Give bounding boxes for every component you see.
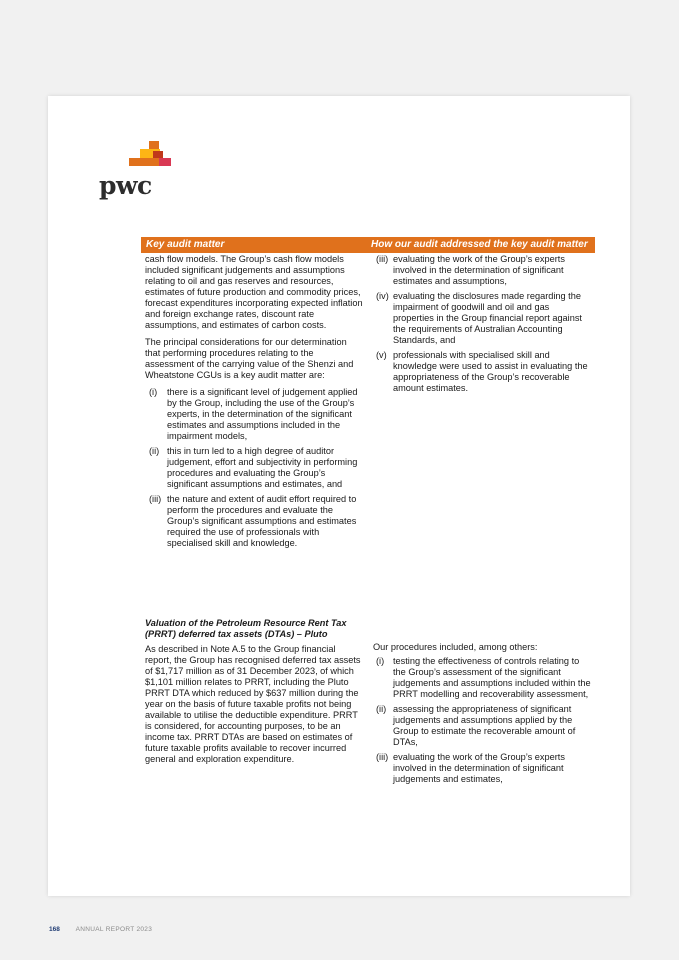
logo-wordmark: pwc — [99, 171, 152, 200]
audit-response-column-2 — [373, 642, 591, 789]
logo-square-red — [159, 158, 171, 166]
list-text: evaluating the work of the Group’s experts involved in the determination of significant judgements and estimates, — [393, 752, 565, 784]
list-text: there is a significant level of judgement applied by the Group, including the use of the Group’s experts, in the determination of the significant estimates and assumptions included in the impairment models, — [167, 387, 358, 441]
kam-paragraph: The principal considerations for our determination that performing procedures relating to the assessment of the carrying value of the Shenzi and Wheatstone CGUs is a key audit matter are: — [145, 337, 354, 380]
list-item — [373, 704, 591, 748]
list-item — [373, 254, 591, 287]
header-key-audit-matter: Key audit matter — [146, 239, 225, 250]
list-item — [145, 387, 363, 442]
kam-paragraph: As described in Note A.5 to the Group financial report, the Group has recognised deferred tax assets of $1,717 million as of 31 December 2023, of which $1,101 million relates to PRRT, including the Pluto PRRT DTA which reduced by $637 million during the year on the basis of future taxable profits not being available to utilise the deductible expenditure. PRRT is considered, for accounting purposes, to be an income tax. PRRT DTAs are based on estimates of future taxable profits available to recover incurred general and exploration expenditure. — [145, 644, 361, 764]
list-item — [373, 350, 591, 394]
list-number: (iv) — [376, 291, 389, 301]
procedures-intro: Our procedures included, among others: — [373, 642, 538, 652]
page-footer — [49, 926, 152, 933]
list-number: (i) — [149, 387, 158, 397]
list-text: evaluating the disclosures made regarding the impairment of goodwill and oil and gas properties in the Group financial report against the requirements of Australian Accounting Standards, and — [393, 291, 582, 345]
page-number: 168 — [49, 926, 60, 933]
kam-left-column-2 — [145, 618, 363, 771]
list-text: this in turn led to a high degree of auditor judgement, effort and subjectivity in performing procedures and evaluating the Group’s significant assumptions and estimates, and — [167, 446, 358, 489]
list-text: evaluating the work of the Group’s experts involved in the determination of significant estimates and assumptions, — [393, 254, 565, 286]
list-number: (iii) — [376, 254, 389, 264]
list-item — [373, 656, 591, 700]
table-header — [141, 237, 595, 253]
list-number: (iii) — [149, 494, 162, 504]
report-page — [48, 96, 630, 896]
kam-paragraph: cash flow models. The Group’s cash flow models included significant judgements and assumptions relating to oil and gas reserves and resources, estimates of future production and commodity prices, forecast expenditures incorporating expected inflation and foreign exchange rates, discount rate assumptions, and estimates of carbon costs. — [145, 254, 363, 330]
section-title: Valuation of the Petroleum Resource Rent Tax (PRRT) deferred tax assets (DTAs) – Pluto — [145, 618, 347, 639]
list-number: (i) — [376, 656, 385, 666]
header-audit-response: How our audit addressed the key audit matter — [371, 239, 588, 250]
list-number: (ii) — [149, 446, 160, 456]
list-item — [145, 446, 363, 490]
list-item — [373, 291, 591, 346]
list-item — [145, 494, 363, 549]
logo-square-orange — [129, 158, 159, 166]
document-title: ANNUAL REPORT 2023 — [75, 926, 153, 933]
list-text: testing the effectiveness of controls relating to the Group’s assessment of the significant judgements and assumptions included within the PRRT modelling and recoverability assessment, — [393, 656, 591, 699]
list-text: assessing the appropriateness of significant judgements and assumptions applied by the Group to estimate the recoverable amount of DTAs, — [393, 704, 576, 747]
list-number: (v) — [376, 350, 387, 360]
pwc-logo — [99, 141, 179, 201]
list-number: (ii) — [376, 704, 387, 714]
kam-left-column-1 — [145, 254, 363, 553]
list-text: the nature and extent of audit effort required to perform the procedures and evaluate the Group’s significant assumptions and estimates required the use of professionals with specialised skill and knowledge. — [167, 494, 357, 548]
list-number: (iii) — [376, 752, 389, 762]
audit-response-column-1 — [373, 254, 591, 398]
list-text: professionals with specialised skill and knowledge were used to assist in evaluating the appropriateness of the Group’s recoverable amount estimates. — [393, 350, 588, 393]
list-item — [373, 752, 591, 785]
logo-square-top — [149, 141, 159, 149]
